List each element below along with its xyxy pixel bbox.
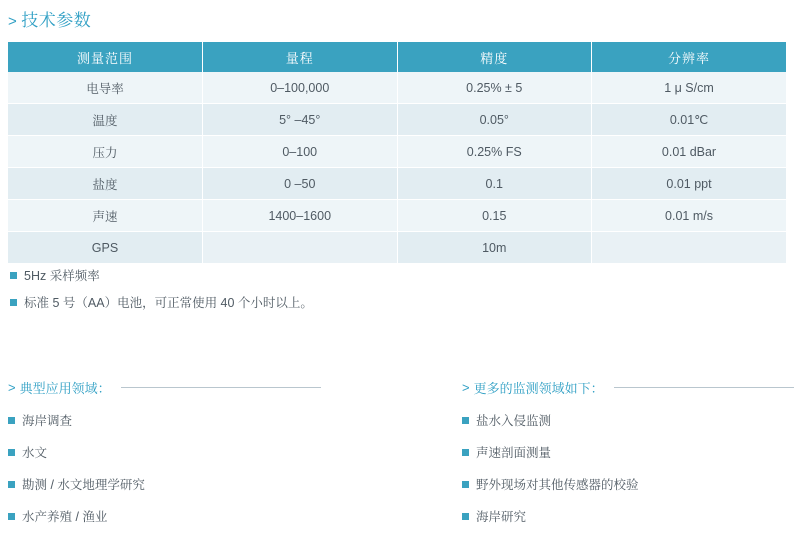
typical-applications-title: 典型应用领域：	[19, 381, 111, 396]
table-cell: 0.25% FS	[397, 136, 592, 168]
table-cell: 0.01 ppt	[592, 168, 787, 200]
table-cell: 10m	[397, 232, 592, 264]
square-bullet-icon	[462, 513, 469, 520]
list-item	[462, 411, 794, 429]
table-cell: 0.01 m/s	[592, 200, 787, 232]
list-item-label: 勘测 / 水文地理学研究	[22, 478, 145, 492]
square-bullet-icon	[462, 481, 469, 488]
chevron-right-icon: >	[8, 380, 16, 395]
list-item-label: 盐水入侵监测	[476, 414, 552, 428]
table-cell: 盐度	[8, 168, 203, 200]
table-cell: GPS	[8, 232, 203, 264]
square-bullet-icon	[8, 481, 15, 488]
square-bullet-icon	[8, 449, 15, 456]
square-bullet-icon	[8, 417, 15, 424]
table-cell: 1 μ S/cm	[592, 72, 787, 104]
table-cell-empty	[203, 232, 398, 264]
table-cell: 0.25% ± 5	[397, 72, 592, 104]
list-item-label: 水产养殖 / 渔业	[22, 510, 108, 524]
note-item	[10, 293, 610, 311]
list-item	[8, 475, 348, 493]
note-text: 标准 5 号（AA）电池，可正常使用 40 个小时以上。	[24, 296, 313, 310]
list-item-label: 水文	[22, 446, 48, 460]
table-cell: 压力	[8, 136, 203, 168]
list-item-label: 海岸研究	[476, 510, 527, 524]
table-cell: 0.01 dBar	[592, 136, 787, 168]
table-header-cell: 精度	[397, 42, 592, 72]
table-header-cell: 量程	[203, 42, 398, 72]
list-item	[462, 507, 794, 525]
square-bullet-icon	[462, 449, 469, 456]
square-bullet-icon	[462, 417, 469, 424]
table-cell: 温度	[8, 104, 203, 136]
additional-monitoring-section	[462, 378, 794, 539]
list-item	[8, 507, 348, 525]
table-cell: 0.05°	[397, 104, 592, 136]
table-header-cell: 分辨率	[592, 42, 787, 72]
additional-monitoring-heading	[462, 378, 794, 397]
table-cell: 声速	[8, 200, 203, 232]
table-cell: 5° –45°	[203, 104, 398, 136]
table-row	[8, 136, 786, 168]
list-item-label: 野外现场对其他传感器的校验	[476, 478, 639, 492]
table-cell: 0–100,000	[203, 72, 398, 104]
list-item-label: 声速剖面测量	[476, 446, 552, 460]
table-cell: 1400–1600	[203, 200, 398, 232]
list-item-label: 海岸调查	[22, 414, 73, 428]
square-bullet-icon	[8, 513, 15, 520]
table-cell-empty	[592, 232, 787, 264]
note-text: 5Hz 采样频率	[24, 269, 100, 283]
heading-rule	[121, 387, 321, 388]
table-row	[8, 232, 786, 264]
table-cell: 0 –50	[203, 168, 398, 200]
page-title	[8, 6, 91, 31]
list-item	[8, 411, 348, 429]
chevron-right-icon: >	[462, 380, 470, 395]
list-item	[462, 475, 794, 493]
notes-list	[10, 266, 610, 320]
table-cell: 0–100	[203, 136, 398, 168]
list-item	[8, 443, 348, 461]
chevron-right-icon: >	[8, 13, 18, 30]
table-row	[8, 168, 786, 200]
table-cell: 电导率	[8, 72, 203, 104]
list-item	[462, 443, 794, 461]
square-bullet-icon	[10, 272, 17, 279]
typical-applications-heading	[8, 378, 348, 397]
square-bullet-icon	[10, 299, 17, 306]
additional-monitoring-title: 更多的监测领域如下：	[473, 381, 604, 396]
table-cell: 0.1	[397, 168, 592, 200]
table-header-row	[8, 42, 786, 72]
note-item	[10, 266, 610, 284]
spec-table	[8, 42, 786, 264]
typical-applications-section	[8, 378, 348, 539]
table-header-cell: 测量范围	[8, 42, 203, 72]
table-row	[8, 200, 786, 232]
table-cell: 0.01℃	[592, 104, 787, 136]
page-title-text: 技术参数	[21, 11, 92, 30]
heading-rule	[614, 387, 794, 388]
table-row	[8, 104, 786, 136]
table-cell: 0.15	[397, 200, 592, 232]
table-row	[8, 72, 786, 104]
